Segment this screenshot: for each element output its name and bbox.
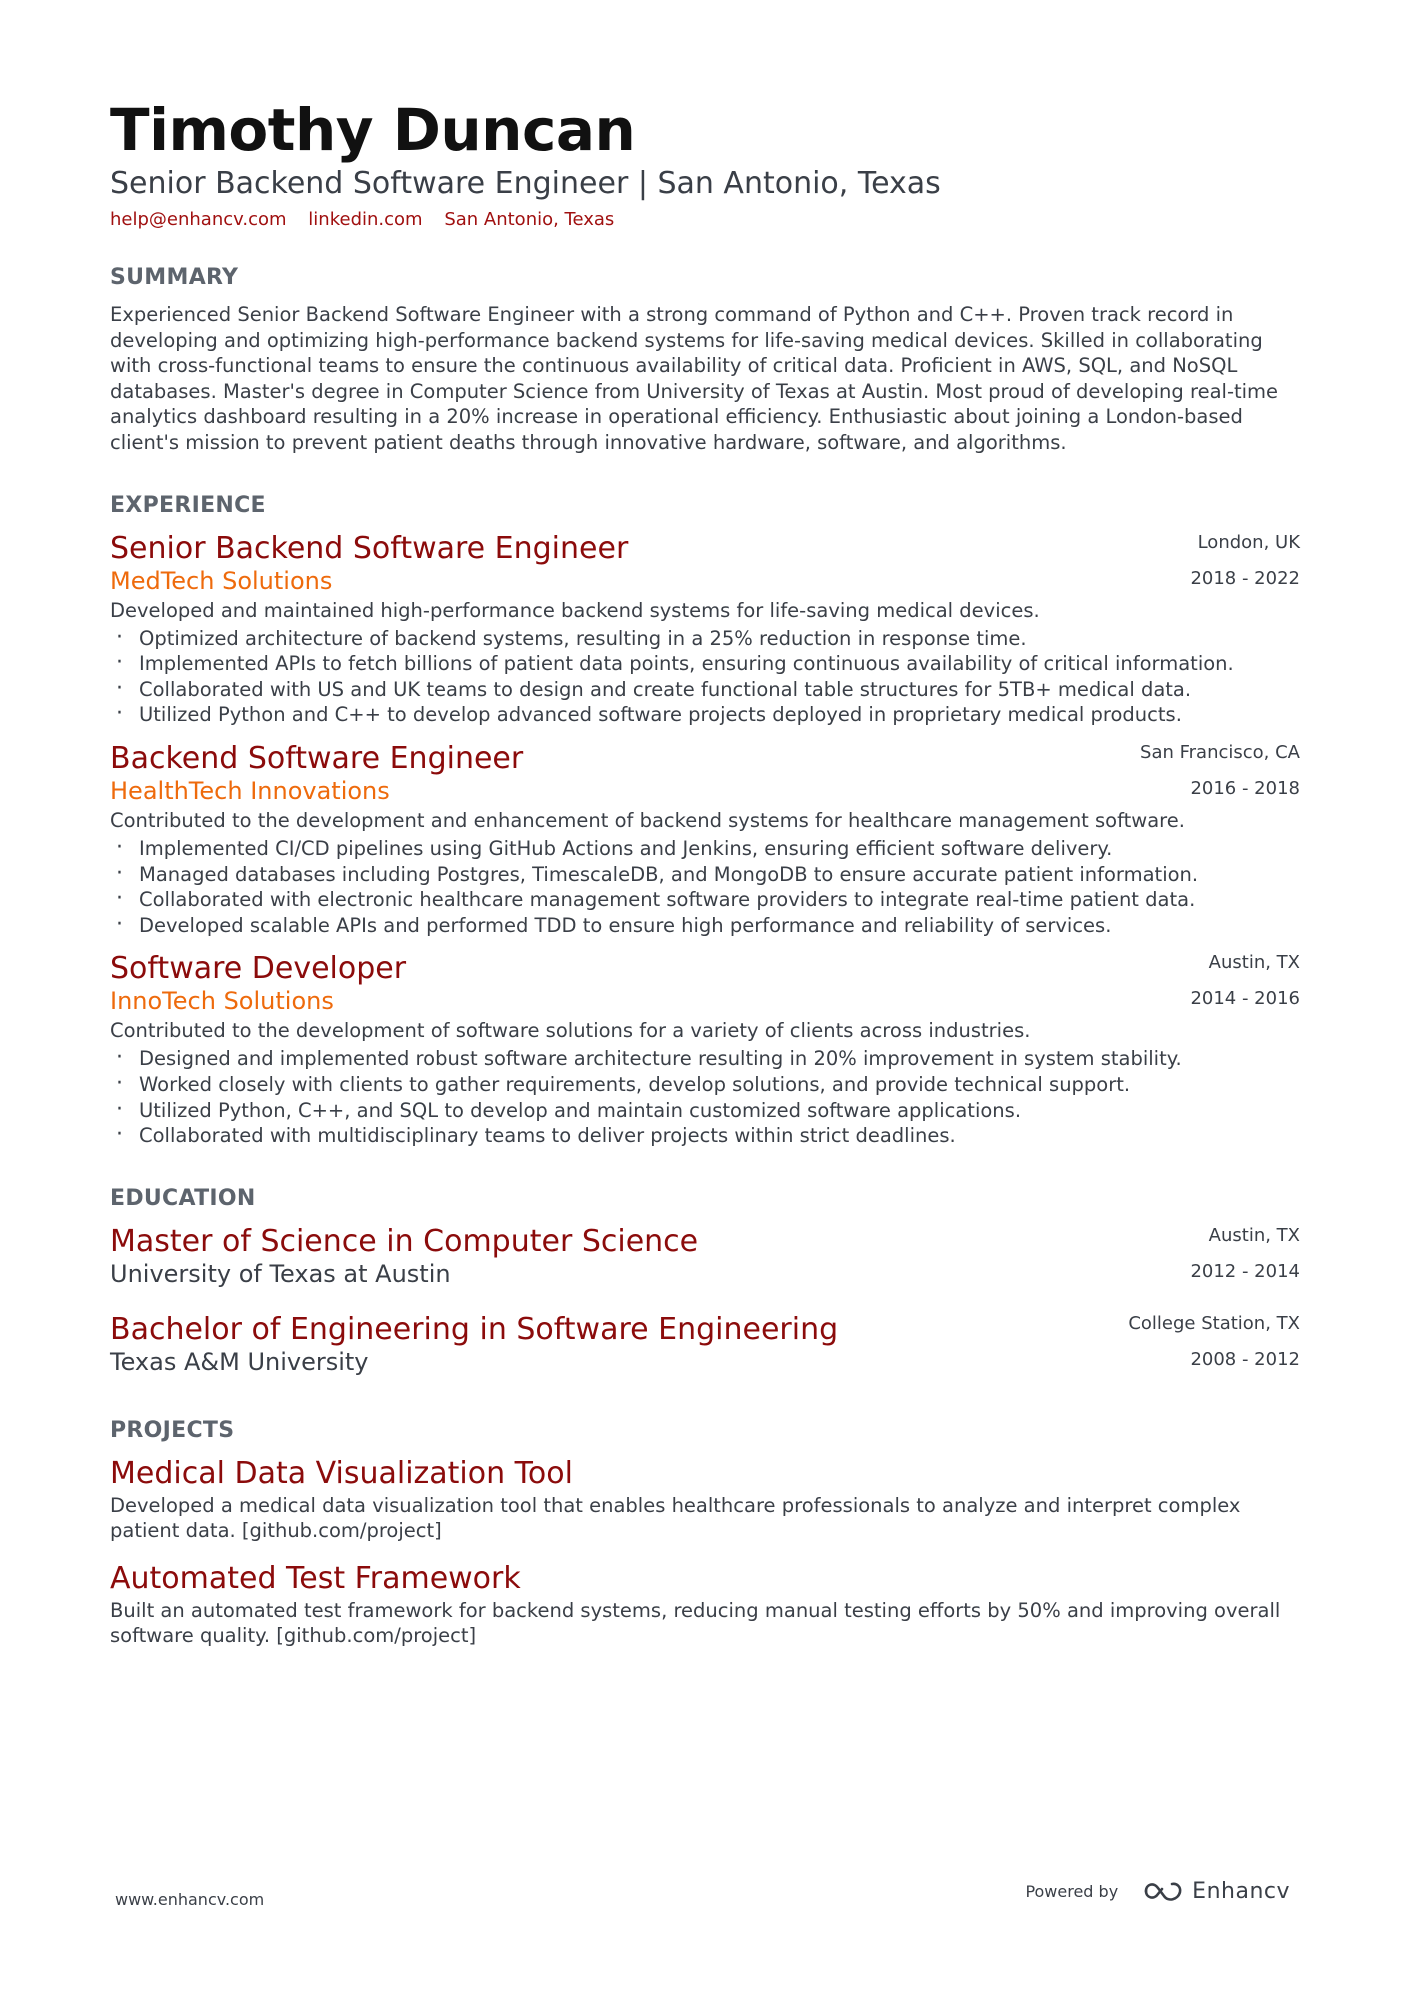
job-bullet: · Optimized architecture of backend systems, resulting in a 25% reduction in response time.	[110, 626, 1300, 652]
project-title: Automated Test Framework	[110, 1560, 521, 1596]
education-location: Austin, TX	[1208, 1224, 1300, 1246]
company-name: HealthTech Innovations	[110, 776, 390, 805]
education-dates: 2012 - 2014	[1190, 1260, 1300, 1282]
job-location: London, UK	[1197, 531, 1300, 553]
experience-section	[110, 492, 1300, 1149]
job-bullet: · Worked closely with clients to gather requirements, develop solutions, and provide technical support.	[110, 1072, 1300, 1098]
job-meta	[1140, 742, 1300, 814]
summary-text	[110, 302, 1300, 456]
project-line: patient data. [github.com/project]	[110, 1519, 442, 1543]
job-dates: 2018 - 2022	[1190, 567, 1300, 589]
job-description: Contributed to the development of software solutions for a variety of clients across industries.	[110, 1019, 1031, 1043]
summary-line: Experienced Senior Backend Software Engineer with a strong command of Python and C++. Proven track record in	[110, 303, 1234, 326]
job-bullets	[110, 1046, 1300, 1148]
job-meta	[1190, 952, 1300, 1024]
project-entry	[110, 1562, 1300, 1649]
section-title-projects: PROJECTS	[110, 1417, 235, 1443]
job-bullet: · Collaborated with US and UK teams to design and create functional table structures for 5TB+ medical data.	[110, 677, 1300, 703]
project-line: Built an automated test framework for backend systems, reducing manual testing efforts by 50% and improving overall	[110, 1598, 1281, 1622]
project-title: Medical Data Visualization Tool	[110, 1455, 573, 1491]
job-dates: 2014 - 2016	[1190, 988, 1300, 1010]
project-entry	[110, 1457, 1300, 1544]
candidate-headline: Senior Backend Software Engineer | San Antonio, Texas	[110, 166, 941, 201]
summary-section	[110, 264, 1300, 456]
summary-line: developing and optimizing high-performance backend systems for life-saving medical devices. Skilled in collaborating	[110, 328, 1263, 352]
job-bullet: · Implemented APIs to fetch billions of patient data points, ensuring continuous availability of critical information.	[110, 651, 1300, 677]
degree-title: Bachelor of Engineering in Software Engineering	[110, 1311, 839, 1347]
job-bullets	[110, 836, 1300, 938]
job-location: San Francisco, CA	[1140, 741, 1300, 763]
company-name: MedTech Solutions	[110, 566, 333, 595]
education-meta	[1128, 1313, 1300, 1385]
job-bullet: · Collaborated with multidisciplinary teams to deliver projects within strict deadlines.	[110, 1123, 1300, 1149]
company-name: InnoTech Solutions	[110, 987, 334, 1016]
project-description	[110, 1598, 1300, 1649]
projects-section	[110, 1417, 1300, 1649]
experience-entry	[110, 532, 1300, 728]
experience-entry	[110, 952, 1300, 1148]
enhancv-logo-icon	[1142, 1878, 1186, 1904]
summary-line: databases. Master's degree in Computer Science from University of Texas at Austin. Most proud of developing real-time	[110, 379, 1279, 403]
project-description	[110, 1493, 1300, 1544]
job-title: Software Developer	[110, 951, 407, 987]
job-bullet: · Designed and implemented robust software architecture resulting in 20% improvement in system stability.	[110, 1046, 1300, 1072]
resume-header	[110, 98, 1300, 232]
section-title-education: EDUCATION	[110, 1185, 256, 1211]
job-bullet: · Collaborated with electronic healthcare management software providers to integrate real-time patient data.	[110, 887, 1300, 913]
job-bullet: · Developed scalable APIs and performed TDD to ensure high performance and reliability of services.	[110, 913, 1300, 939]
candidate-name: Timothy Duncan	[110, 96, 636, 164]
job-bullet: · Implemented CI/CD pipelines using GitHub Actions and Jenkins, ensuring efficient software delivery.	[110, 836, 1300, 862]
job-location: Austin, TX	[1208, 952, 1300, 974]
project-line: Developed a medical data visualization tool that enables healthcare professionals to analyze and interpret complex	[110, 1493, 1241, 1517]
contact-location: San Antonio, Texas	[444, 209, 615, 230]
job-description: Contributed to the development and enhancement of backend systems for healthcare management software.	[110, 808, 1185, 832]
job-bullet: · Utilized Python and C++ to develop advanced software projects deployed in proprietary medical products.	[110, 702, 1300, 728]
degree-title: Master of Science in Computer Science	[110, 1223, 699, 1259]
job-bullet: · Managed databases including Postgres, TimescaleDB, and MongoDB to ensure accurate patient information.	[110, 862, 1300, 888]
education-dates: 2008 - 2012	[1190, 1348, 1300, 1370]
education-entry	[110, 1225, 1300, 1289]
education-entry	[110, 1313, 1300, 1377]
school-name: University of Texas at Austin	[110, 1259, 451, 1288]
job-description: Developed and maintained high-performance backend systems for life-saving medical devices.	[110, 598, 1040, 622]
education-location: College Station, TX	[1128, 1312, 1300, 1334]
experience-entry	[110, 742, 1300, 938]
job-meta	[1190, 532, 1300, 604]
project-line: software quality. [github.com/project]	[110, 1624, 477, 1648]
section-title-summary: SUMMARY	[110, 265, 239, 290]
footer-website[interactable]: www.enhancv.com	[115, 1890, 265, 1909]
education-section	[110, 1185, 1300, 1377]
contact-email[interactable]: help@enhancv.com	[110, 209, 287, 230]
job-bullets	[110, 626, 1300, 728]
job-bullet: · Utilized Python, C++, and SQL to develop and maintain customized software applications.	[110, 1098, 1300, 1124]
section-title-experience: EXPERIENCE	[110, 492, 266, 518]
summary-line: with cross-functional teams to ensure the continuous availability of critical data. Proficient in AWS, SQL, and NoSQL	[110, 354, 1238, 378]
school-name: Texas A&M University	[110, 1347, 369, 1376]
job-title: Backend Software Engineer	[110, 740, 524, 776]
powered-by-label: Powered by	[1025, 1881, 1119, 1901]
enhancv-brand-name: Enhancv	[1192, 1878, 1290, 1904]
education-meta	[1190, 1225, 1300, 1297]
job-dates: 2016 - 2018	[1190, 777, 1300, 799]
summary-line: client's mission to prevent patient deaths through innovative hardware, software, and algorithms.	[110, 430, 1067, 454]
contact-info	[110, 208, 1300, 232]
footer-powered-by	[1025, 1878, 1290, 1904]
job-title: Senior Backend Software Engineer	[110, 530, 629, 566]
contact-linkedin[interactable]: linkedin.com	[308, 209, 423, 230]
summary-line: analytics dashboard resulting in a 20% increase in operational efficiency. Enthusiastic about joining a London-based	[110, 405, 1243, 429]
